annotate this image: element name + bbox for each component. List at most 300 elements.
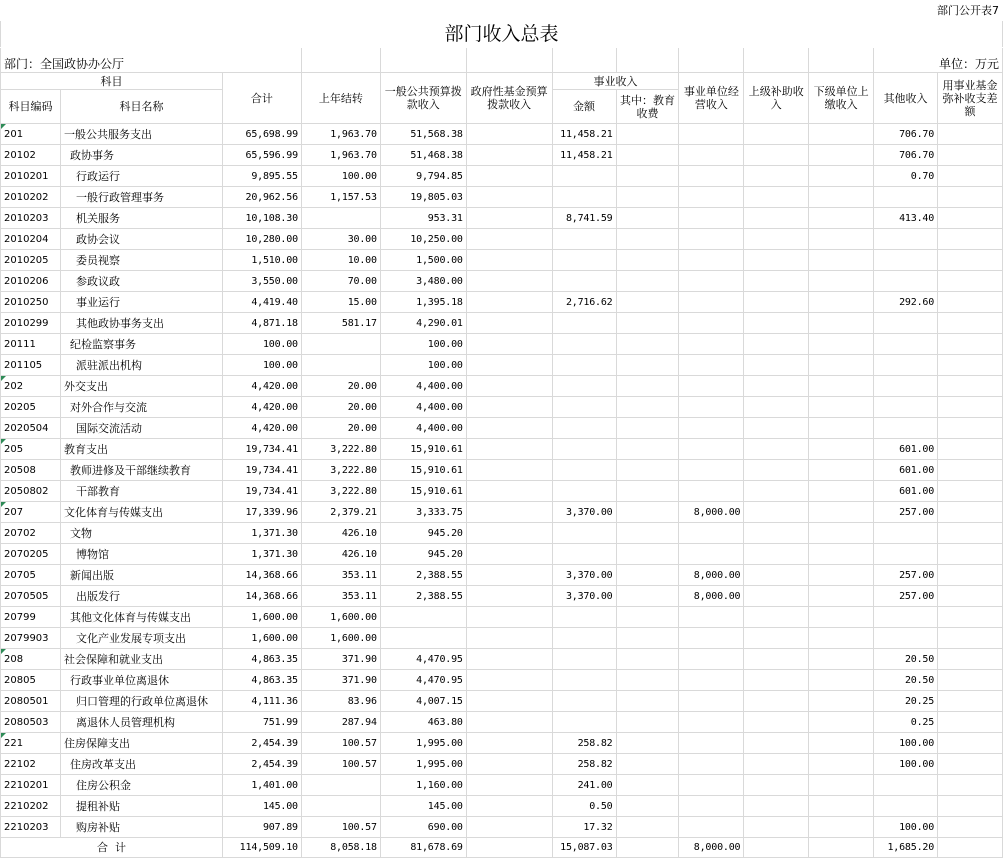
value-cell-edu[interactable] (616, 670, 679, 691)
value-cell-edu[interactable] (616, 250, 679, 271)
value-cell-budget[interactable]: 15,910.61 (380, 460, 466, 481)
value-cell-total[interactable]: 14,368.66 (222, 586, 301, 607)
value-cell-oper[interactable]: 8,000.00 (679, 502, 744, 523)
subject-code-cell[interactable]: 205 (1, 439, 61, 460)
value-cell-carry[interactable]: 287.94 (301, 712, 380, 733)
value-cell-sup[interactable] (744, 775, 809, 796)
subject-code-cell[interactable]: 208 (1, 649, 61, 670)
value-cell-oper[interactable] (679, 481, 744, 502)
value-cell-edu[interactable] (616, 754, 679, 775)
value-cell-cfund[interactable] (938, 439, 1003, 460)
value-cell-budget[interactable]: 15,910.61 (380, 439, 466, 460)
value-cell-sub[interactable] (809, 691, 874, 712)
value-cell-fund[interactable] (466, 775, 552, 796)
value-cell-carry[interactable]: 1,963.70 (301, 124, 380, 145)
value-cell-amount[interactable] (552, 187, 616, 208)
value-cell-edu[interactable] (616, 271, 679, 292)
value-cell-sup[interactable] (744, 208, 809, 229)
value-cell-amount[interactable]: 3,370.00 (552, 565, 616, 586)
value-cell-edu[interactable] (616, 334, 679, 355)
value-cell-sup[interactable] (744, 691, 809, 712)
value-cell-fund[interactable] (466, 628, 552, 649)
value-cell-edu[interactable] (616, 145, 679, 166)
value-cell-other[interactable] (874, 355, 938, 376)
value-cell-oper[interactable] (679, 250, 744, 271)
value-cell-carry[interactable]: 100.57 (301, 817, 380, 838)
value-cell-budget[interactable]: 19,805.03 (380, 187, 466, 208)
value-cell-total[interactable]: 1,371.30 (222, 544, 301, 565)
value-cell-budget[interactable]: 2,388.55 (380, 565, 466, 586)
value-cell-sup[interactable] (744, 481, 809, 502)
value-cell-fund[interactable] (466, 502, 552, 523)
value-cell-sub[interactable] (809, 313, 874, 334)
subject-name-cell[interactable]: 提租补贴 (60, 796, 222, 817)
value-cell-amount[interactable]: 11,458.21 (552, 145, 616, 166)
value-cell-carry[interactable]: 581.17 (301, 313, 380, 334)
value-cell-oper[interactable] (679, 460, 744, 481)
value-cell-edu[interactable] (616, 208, 679, 229)
subject-name-cell[interactable]: 一般行政管理事务 (60, 187, 222, 208)
value-cell-edu[interactable] (616, 523, 679, 544)
subject-code-cell[interactable]: 2010203 (1, 208, 61, 229)
value-cell-cfund[interactable] (938, 712, 1003, 733)
value-cell-fund[interactable] (466, 208, 552, 229)
value-cell-carry[interactable] (301, 334, 380, 355)
value-cell-sup[interactable] (744, 166, 809, 187)
subject-code-cell[interactable]: 20205 (1, 397, 61, 418)
value-cell-edu[interactable] (616, 439, 679, 460)
value-cell-cfund[interactable] (938, 586, 1003, 607)
value-cell-oper[interactable]: 8,000.00 (679, 565, 744, 586)
value-cell-cfund[interactable] (938, 397, 1003, 418)
value-cell-sub[interactable] (809, 796, 874, 817)
value-cell-other[interactable]: 20.50 (874, 649, 938, 670)
value-cell-cfund[interactable] (938, 523, 1003, 544)
value-cell-budget[interactable]: 10,250.00 (380, 229, 466, 250)
value-cell-sub[interactable] (809, 397, 874, 418)
value-cell-fund[interactable] (466, 439, 552, 460)
value-cell-fund[interactable] (466, 733, 552, 754)
value-cell-cfund[interactable] (938, 565, 1003, 586)
value-cell-amount[interactable] (552, 313, 616, 334)
value-cell-cfund[interactable] (938, 145, 1003, 166)
value-cell-budget[interactable]: 2,388.55 (380, 586, 466, 607)
subject-code-cell[interactable]: 2080503 (1, 712, 61, 733)
value-cell-sub[interactable] (809, 145, 874, 166)
value-cell-budget[interactable]: 51,468.38 (380, 145, 466, 166)
subject-name-cell[interactable]: 教育支出 (60, 439, 222, 460)
subject-code-cell[interactable]: 2210201 (1, 775, 61, 796)
value-cell-sub[interactable] (809, 502, 874, 523)
value-cell-fund[interactable] (466, 460, 552, 481)
value-cell-other[interactable] (874, 796, 938, 817)
value-cell-cfund[interactable] (938, 817, 1003, 838)
value-cell-amount[interactable] (552, 229, 616, 250)
subject-code-cell[interactable]: 2070505 (1, 586, 61, 607)
value-cell-sup[interactable] (744, 250, 809, 271)
value-cell-other[interactable] (874, 334, 938, 355)
value-cell-other[interactable]: 257.00 (874, 502, 938, 523)
value-cell-budget[interactable]: 1,160.00 (380, 775, 466, 796)
value-cell-oper[interactable] (679, 208, 744, 229)
value-cell-amount[interactable]: 3,370.00 (552, 502, 616, 523)
value-cell-total[interactable]: 10,108.30 (222, 208, 301, 229)
value-cell-other[interactable] (874, 523, 938, 544)
value-cell-other[interactable] (874, 544, 938, 565)
subject-code-cell[interactable]: 2070205 (1, 544, 61, 565)
subject-name-cell[interactable]: 政协会议 (60, 229, 222, 250)
value-cell-budget[interactable]: 690.00 (380, 817, 466, 838)
value-cell-amount[interactable] (552, 523, 616, 544)
subject-name-cell[interactable]: 机关服务 (60, 208, 222, 229)
value-cell-fund[interactable] (466, 670, 552, 691)
value-cell-cfund[interactable] (938, 481, 1003, 502)
value-cell-fund[interactable] (466, 355, 552, 376)
value-cell-total[interactable]: 145.00 (222, 796, 301, 817)
value-cell-sup[interactable] (744, 649, 809, 670)
value-cell-carry[interactable]: 70.00 (301, 271, 380, 292)
value-cell-other[interactable] (874, 376, 938, 397)
value-cell-oper[interactable] (679, 649, 744, 670)
value-cell-sup[interactable] (744, 397, 809, 418)
value-cell-other[interactable] (874, 271, 938, 292)
value-cell-sub[interactable] (809, 523, 874, 544)
value-cell-fund[interactable] (466, 229, 552, 250)
value-cell-carry[interactable]: 1,963.70 (301, 145, 380, 166)
value-cell-sup[interactable] (744, 754, 809, 775)
value-cell-other[interactable]: 292.60 (874, 292, 938, 313)
value-cell-carry[interactable] (301, 796, 380, 817)
value-cell-cfund[interactable] (938, 649, 1003, 670)
value-cell-budget[interactable] (380, 607, 466, 628)
value-cell-total[interactable]: 4,111.36 (222, 691, 301, 712)
value-cell-carry[interactable]: 20.00 (301, 418, 380, 439)
value-cell-total[interactable]: 4,420.00 (222, 397, 301, 418)
total-value-other[interactable]: 1,685.20 (874, 838, 938, 858)
value-cell-fund[interactable] (466, 712, 552, 733)
value-cell-edu[interactable] (616, 166, 679, 187)
value-cell-other[interactable]: 100.00 (874, 817, 938, 838)
value-cell-edu[interactable] (616, 481, 679, 502)
value-cell-total[interactable]: 751.99 (222, 712, 301, 733)
value-cell-carry[interactable]: 3,222.80 (301, 460, 380, 481)
value-cell-cfund[interactable] (938, 796, 1003, 817)
value-cell-oper[interactable] (679, 334, 744, 355)
value-cell-total[interactable]: 2,454.39 (222, 754, 301, 775)
value-cell-budget[interactable]: 463.80 (380, 712, 466, 733)
value-cell-fund[interactable] (466, 796, 552, 817)
value-cell-oper[interactable] (679, 397, 744, 418)
value-cell-oper[interactable] (679, 124, 744, 145)
value-cell-budget[interactable]: 3,333.75 (380, 502, 466, 523)
value-cell-sub[interactable] (809, 355, 874, 376)
value-cell-sub[interactable] (809, 817, 874, 838)
value-cell-cfund[interactable] (938, 250, 1003, 271)
subject-code-cell[interactable]: 2050802 (1, 481, 61, 502)
subject-name-cell[interactable]: 干部教育 (60, 481, 222, 502)
value-cell-other[interactable]: 20.25 (874, 691, 938, 712)
value-cell-sub[interactable] (809, 607, 874, 628)
value-cell-edu[interactable] (616, 187, 679, 208)
value-cell-cfund[interactable] (938, 418, 1003, 439)
value-cell-sub[interactable] (809, 166, 874, 187)
value-cell-sub[interactable] (809, 418, 874, 439)
value-cell-amount[interactable] (552, 166, 616, 187)
value-cell-sup[interactable] (744, 124, 809, 145)
subject-name-cell[interactable]: 归口管理的行政单位离退休 (60, 691, 222, 712)
subject-name-cell[interactable]: 派驻派出机构 (60, 355, 222, 376)
value-cell-oper[interactable] (679, 754, 744, 775)
value-cell-amount[interactable] (552, 460, 616, 481)
value-cell-carry[interactable]: 2,379.21 (301, 502, 380, 523)
value-cell-carry[interactable]: 100.00 (301, 166, 380, 187)
value-cell-carry[interactable]: 371.90 (301, 649, 380, 670)
value-cell-carry[interactable]: 10.00 (301, 250, 380, 271)
subject-code-cell[interactable]: 2020504 (1, 418, 61, 439)
value-cell-total[interactable]: 3,550.00 (222, 271, 301, 292)
value-cell-edu[interactable] (616, 649, 679, 670)
value-cell-edu[interactable] (616, 460, 679, 481)
value-cell-cfund[interactable] (938, 502, 1003, 523)
value-cell-sup[interactable] (744, 586, 809, 607)
subject-name-cell[interactable]: 参政议政 (60, 271, 222, 292)
value-cell-fund[interactable] (466, 145, 552, 166)
value-cell-other[interactable]: 0.70 (874, 166, 938, 187)
value-cell-other[interactable]: 0.25 (874, 712, 938, 733)
value-cell-edu[interactable] (616, 229, 679, 250)
value-cell-sup[interactable] (744, 502, 809, 523)
value-cell-oper[interactable] (679, 544, 744, 565)
value-cell-total[interactable]: 65,596.99 (222, 145, 301, 166)
subject-code-cell[interactable]: 20705 (1, 565, 61, 586)
value-cell-sup[interactable] (744, 439, 809, 460)
subject-code-cell[interactable]: 2210203 (1, 817, 61, 838)
value-cell-sub[interactable] (809, 670, 874, 691)
value-cell-edu[interactable] (616, 775, 679, 796)
value-cell-sub[interactable] (809, 439, 874, 460)
value-cell-budget[interactable]: 100.00 (380, 355, 466, 376)
total-value-cfund[interactable] (938, 838, 1003, 858)
subject-name-cell[interactable]: 住房改革支出 (60, 754, 222, 775)
total-value-amount[interactable]: 15,087.03 (552, 838, 616, 858)
subject-name-cell[interactable]: 文化体育与传媒支出 (60, 502, 222, 523)
total-value-oper[interactable]: 8,000.00 (679, 838, 744, 858)
value-cell-total[interactable]: 4,420.00 (222, 376, 301, 397)
value-cell-fund[interactable] (466, 292, 552, 313)
value-cell-total[interactable]: 19,734.41 (222, 439, 301, 460)
value-cell-budget[interactable]: 145.00 (380, 796, 466, 817)
subject-name-cell[interactable]: 离退休人员管理机构 (60, 712, 222, 733)
value-cell-edu[interactable] (616, 733, 679, 754)
value-cell-other[interactable] (874, 628, 938, 649)
value-cell-amount[interactable] (552, 649, 616, 670)
value-cell-budget[interactable]: 4,400.00 (380, 376, 466, 397)
value-cell-sub[interactable] (809, 229, 874, 250)
value-cell-carry[interactable]: 20.00 (301, 376, 380, 397)
value-cell-other[interactable]: 601.00 (874, 460, 938, 481)
subject-code-cell[interactable]: 20702 (1, 523, 61, 544)
subject-code-cell[interactable]: 20111 (1, 334, 61, 355)
value-cell-cfund[interactable] (938, 292, 1003, 313)
value-cell-amount[interactable]: 241.00 (552, 775, 616, 796)
value-cell-sup[interactable] (744, 607, 809, 628)
value-cell-sup[interactable] (744, 292, 809, 313)
value-cell-amount[interactable]: 258.82 (552, 733, 616, 754)
value-cell-oper[interactable] (679, 607, 744, 628)
subject-name-cell[interactable]: 外交支出 (60, 376, 222, 397)
value-cell-fund[interactable] (466, 691, 552, 712)
value-cell-amount[interactable]: 3,370.00 (552, 586, 616, 607)
value-cell-oper[interactable] (679, 796, 744, 817)
value-cell-sub[interactable] (809, 733, 874, 754)
value-cell-amount[interactable] (552, 250, 616, 271)
subject-code-cell[interactable]: 2010201 (1, 166, 61, 187)
subject-code-cell[interactable]: 202 (1, 376, 61, 397)
value-cell-fund[interactable] (466, 817, 552, 838)
subject-code-cell[interactable]: 20508 (1, 460, 61, 481)
value-cell-amount[interactable] (552, 355, 616, 376)
value-cell-other[interactable]: 20.50 (874, 670, 938, 691)
subject-name-cell[interactable]: 购房补贴 (60, 817, 222, 838)
value-cell-sub[interactable] (809, 586, 874, 607)
value-cell-fund[interactable] (466, 418, 552, 439)
value-cell-oper[interactable] (679, 817, 744, 838)
value-cell-other[interactable] (874, 397, 938, 418)
subject-name-cell[interactable]: 一般公共服务支出 (60, 124, 222, 145)
value-cell-fund[interactable] (466, 649, 552, 670)
value-cell-total[interactable]: 1,401.00 (222, 775, 301, 796)
value-cell-cfund[interactable] (938, 187, 1003, 208)
value-cell-total[interactable]: 4,419.40 (222, 292, 301, 313)
subject-name-cell[interactable]: 政协事务 (60, 145, 222, 166)
value-cell-cfund[interactable] (938, 754, 1003, 775)
value-cell-edu[interactable] (616, 691, 679, 712)
value-cell-total[interactable]: 1,600.00 (222, 628, 301, 649)
value-cell-oper[interactable] (679, 313, 744, 334)
value-cell-budget[interactable]: 1,500.00 (380, 250, 466, 271)
value-cell-other[interactable] (874, 250, 938, 271)
value-cell-carry[interactable] (301, 208, 380, 229)
value-cell-cfund[interactable] (938, 208, 1003, 229)
value-cell-total[interactable]: 100.00 (222, 334, 301, 355)
value-cell-budget[interactable]: 9,794.85 (380, 166, 466, 187)
value-cell-carry[interactable]: 83.96 (301, 691, 380, 712)
subject-name-cell[interactable]: 文物 (60, 523, 222, 544)
value-cell-cfund[interactable] (938, 334, 1003, 355)
value-cell-sub[interactable] (809, 334, 874, 355)
value-cell-total[interactable]: 65,698.99 (222, 124, 301, 145)
value-cell-sub[interactable] (809, 376, 874, 397)
value-cell-total[interactable]: 4,871.18 (222, 313, 301, 334)
value-cell-budget[interactable]: 1,395.18 (380, 292, 466, 313)
value-cell-cfund[interactable] (938, 124, 1003, 145)
value-cell-sup[interactable] (744, 670, 809, 691)
value-cell-edu[interactable] (616, 292, 679, 313)
value-cell-sup[interactable] (744, 523, 809, 544)
value-cell-sup[interactable] (744, 376, 809, 397)
value-cell-fund[interactable] (466, 166, 552, 187)
value-cell-sup[interactable] (744, 565, 809, 586)
value-cell-other[interactable]: 706.70 (874, 145, 938, 166)
subject-code-cell[interactable]: 20805 (1, 670, 61, 691)
value-cell-oper[interactable] (679, 229, 744, 250)
value-cell-other[interactable] (874, 418, 938, 439)
value-cell-sub[interactable] (809, 628, 874, 649)
value-cell-sub[interactable] (809, 481, 874, 502)
value-cell-fund[interactable] (466, 376, 552, 397)
value-cell-budget[interactable]: 4,400.00 (380, 397, 466, 418)
value-cell-sup[interactable] (744, 460, 809, 481)
value-cell-sup[interactable] (744, 145, 809, 166)
subject-code-cell[interactable]: 2010299 (1, 313, 61, 334)
value-cell-other[interactable] (874, 229, 938, 250)
subject-name-cell[interactable]: 新闻出版 (60, 565, 222, 586)
value-cell-amount[interactable] (552, 481, 616, 502)
subject-name-cell[interactable]: 住房公积金 (60, 775, 222, 796)
value-cell-total[interactable]: 1,600.00 (222, 607, 301, 628)
value-cell-other[interactable]: 706.70 (874, 124, 938, 145)
value-cell-fund[interactable] (466, 187, 552, 208)
subject-code-cell[interactable]: 2010204 (1, 229, 61, 250)
value-cell-budget[interactable]: 1,995.00 (380, 733, 466, 754)
subject-name-cell[interactable]: 行政运行 (60, 166, 222, 187)
value-cell-carry[interactable]: 15.00 (301, 292, 380, 313)
value-cell-edu[interactable] (616, 502, 679, 523)
subject-name-cell[interactable]: 教师进修及干部继续教育 (60, 460, 222, 481)
value-cell-total[interactable]: 20,962.56 (222, 187, 301, 208)
value-cell-budget[interactable]: 100.00 (380, 334, 466, 355)
value-cell-sub[interactable] (809, 292, 874, 313)
value-cell-budget[interactable]: 4,470.95 (380, 649, 466, 670)
value-cell-fund[interactable] (466, 397, 552, 418)
value-cell-fund[interactable] (466, 313, 552, 334)
value-cell-sub[interactable] (809, 250, 874, 271)
value-cell-edu[interactable] (616, 124, 679, 145)
value-cell-edu[interactable] (616, 565, 679, 586)
value-cell-sup[interactable] (744, 229, 809, 250)
subject-code-cell[interactable]: 207 (1, 502, 61, 523)
subject-name-cell[interactable]: 其他文化体育与传媒支出 (60, 607, 222, 628)
subject-name-cell[interactable]: 行政事业单位离退休 (60, 670, 222, 691)
value-cell-oper[interactable] (679, 145, 744, 166)
subject-code-cell[interactable]: 2080501 (1, 691, 61, 712)
value-cell-fund[interactable] (466, 523, 552, 544)
value-cell-cfund[interactable] (938, 691, 1003, 712)
value-cell-cfund[interactable] (938, 670, 1003, 691)
subject-code-cell[interactable]: 201105 (1, 355, 61, 376)
value-cell-amount[interactable]: 17.32 (552, 817, 616, 838)
value-cell-total[interactable]: 907.89 (222, 817, 301, 838)
value-cell-sub[interactable] (809, 187, 874, 208)
subject-name-cell[interactable]: 国际交流活动 (60, 418, 222, 439)
total-value-sup[interactable] (744, 838, 809, 858)
value-cell-carry[interactable]: 30.00 (301, 229, 380, 250)
value-cell-edu[interactable] (616, 418, 679, 439)
value-cell-carry[interactable]: 353.11 (301, 586, 380, 607)
value-cell-budget[interactable]: 945.20 (380, 544, 466, 565)
value-cell-amount[interactable] (552, 376, 616, 397)
value-cell-carry[interactable]: 1,600.00 (301, 607, 380, 628)
total-value-sub[interactable] (809, 838, 874, 858)
value-cell-total[interactable]: 9,895.55 (222, 166, 301, 187)
value-cell-carry[interactable]: 426.10 (301, 523, 380, 544)
value-cell-cfund[interactable] (938, 166, 1003, 187)
value-cell-amount[interactable] (552, 607, 616, 628)
value-cell-budget[interactable]: 4,400.00 (380, 418, 466, 439)
value-cell-cfund[interactable] (938, 355, 1003, 376)
value-cell-budget[interactable]: 4,470.95 (380, 670, 466, 691)
value-cell-sup[interactable] (744, 796, 809, 817)
